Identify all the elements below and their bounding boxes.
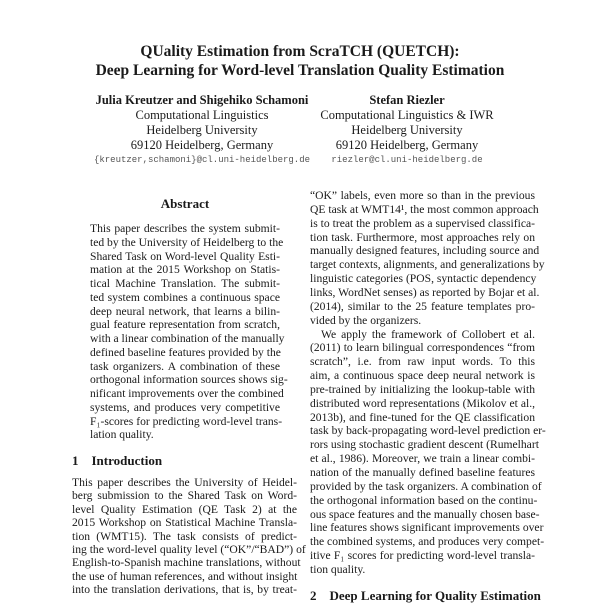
text-line: defined baseline features provided by the bbox=[90, 345, 281, 359]
author-email: riezler@cl.uni-heidelberg.de bbox=[331, 155, 483, 165]
author-block-1 bbox=[87, 93, 317, 168]
text-line: line features shows significant improvements over bbox=[310, 521, 544, 535]
text-line: mation at the 2015 Workshop on Statis- bbox=[90, 263, 280, 277]
text-line: task organizers. A combination of these bbox=[90, 359, 280, 373]
text-line: manually designed features, including source and bbox=[310, 244, 540, 258]
text-line: berg submission to the Shared Task on Word- bbox=[72, 489, 297, 503]
text-line: QE task at WMT14¹, the most common approach bbox=[310, 202, 539, 216]
text-line: task by back-propagating word-level prediction er- bbox=[310, 424, 546, 438]
text-line: “OK” labels, even more so than in the previous bbox=[310, 189, 535, 202]
text-line: deep neural network, that learns a bilin- bbox=[90, 304, 280, 318]
text-line: This paper describes the system submit- bbox=[90, 222, 280, 235]
text-line: (2011) to learn bilingual correspondences “from bbox=[310, 341, 535, 355]
text-line: level Quality Estimation (QE Task 2) at the bbox=[72, 502, 297, 516]
text-line: ted by the University of Heidelberg to the bbox=[90, 235, 284, 249]
text-line: F₁-scores for predicting word-level trans- bbox=[90, 414, 283, 428]
text-line: gual feature representation from scratch, bbox=[90, 318, 280, 332]
text-line: aim, a continuous space deep neural network is bbox=[310, 369, 535, 383]
author-block-2 bbox=[292, 93, 522, 168]
text-line: nation of the manually defined baseline features bbox=[310, 466, 535, 479]
text-line: This paper describes the University of Heidel- bbox=[72, 476, 297, 489]
affiliation-line: Heidelberg University bbox=[146, 123, 258, 137]
text-line: target contexts, alignments, and generalizations by bbox=[310, 258, 545, 272]
text-line: tion task. Furthermore, most approaches rely on bbox=[310, 230, 535, 244]
text-line: orthogonal information sources shows sig- bbox=[90, 373, 288, 387]
text-line: systems, and produces very competitive bbox=[90, 400, 280, 414]
text-line: the orthogonal information based on the continu- bbox=[310, 493, 538, 507]
text-line: tical Machine Translation. The submit- bbox=[90, 277, 280, 290]
text-line: tion (WMT15). The task consists of predict- bbox=[72, 529, 297, 543]
text-line: 2013b), and fine-tuned for the QE classification bbox=[310, 410, 535, 424]
text-line: vided by the organizers. bbox=[310, 313, 422, 327]
text-line: lation quality. bbox=[90, 428, 154, 442]
text-line: distributed word representations (Mikolov et al., bbox=[310, 396, 535, 410]
text-line: ted system combines a continuous space bbox=[90, 290, 280, 304]
affiliation-line: Computational Linguistics bbox=[135, 108, 269, 122]
text-line: et al., 1986). Moreover, we train a linear combi- bbox=[310, 452, 535, 466]
affiliation-line: Computational Linguistics & IWR bbox=[320, 108, 494, 122]
text-line: ous space features and the manually chosen base- bbox=[310, 507, 540, 521]
text-line: pre-trained by initializing the lookup-table with bbox=[310, 382, 535, 396]
text-line: into the translation derivations, that is, by treat- bbox=[72, 583, 297, 597]
text-line: linguistic categories (POS, syntactic dependency bbox=[310, 272, 537, 286]
text-line: nificant improvements over the combined bbox=[90, 387, 284, 400]
affiliation-line: Heidelberg University bbox=[351, 123, 463, 137]
text-line: English-to-Spanish machine translations, without bbox=[72, 556, 301, 570]
author-email: {kreutzer,schamoni}@cl.uni-heidelberg.de bbox=[93, 155, 311, 165]
text-line: with a linear combination of the manually bbox=[90, 332, 285, 345]
text-line: ing the word-level quality level (“OK”/“BAD”) of bbox=[72, 543, 306, 556]
author-names: Julia Kreutzer and Shigehiko Schamoni bbox=[95, 93, 309, 107]
text-line: the combined systems, and produces very compet- bbox=[310, 535, 545, 549]
text-line: 2015 Workshop on Statistical Machine Transla- bbox=[72, 516, 297, 530]
text-line: Shared Task on Word-level Quality Esti- bbox=[90, 249, 280, 263]
paper-title-line-2: Deep Learning for Word-level Translation Quality Estimation bbox=[95, 62, 505, 79]
author-names: Stefan Riezler bbox=[369, 93, 445, 107]
text-line: itive F₁ scores for predicting word-level transla- bbox=[310, 549, 535, 563]
section-2-heading: 2 Deep Learning for Quality Estimation bbox=[310, 588, 541, 603]
text-line: rors using stochastic gradient descent (Rumelhart bbox=[310, 438, 539, 452]
affiliation-line: 69120 Heidelberg, Germany bbox=[130, 138, 274, 152]
text-line: the use of human references, and without insight bbox=[72, 569, 298, 583]
text-line: is to treat the problem as a supervised classifica- bbox=[310, 216, 535, 230]
paper-title-line-1: QUality Estimation from ScraTCH (QUETCH): bbox=[140, 43, 460, 60]
text-line: provided by the task organizers. A combination of bbox=[310, 479, 542, 493]
section-1-heading: 1 Introduction bbox=[72, 453, 163, 468]
text-line: We apply the framework of Collobert et al. bbox=[321, 327, 535, 341]
text-line: scratch”, i.e. from raw input words. To this bbox=[310, 355, 535, 369]
abstract-heading: Abstract bbox=[160, 196, 210, 211]
affiliation-line: 69120 Heidelberg, Germany bbox=[335, 138, 479, 152]
text-line: tion quality. bbox=[310, 562, 366, 576]
text-line: (2014), similar to the 25 feature templates pro- bbox=[310, 299, 535, 313]
text-line: links, WordNet senses) as reported by Bojar et al. bbox=[310, 285, 540, 299]
